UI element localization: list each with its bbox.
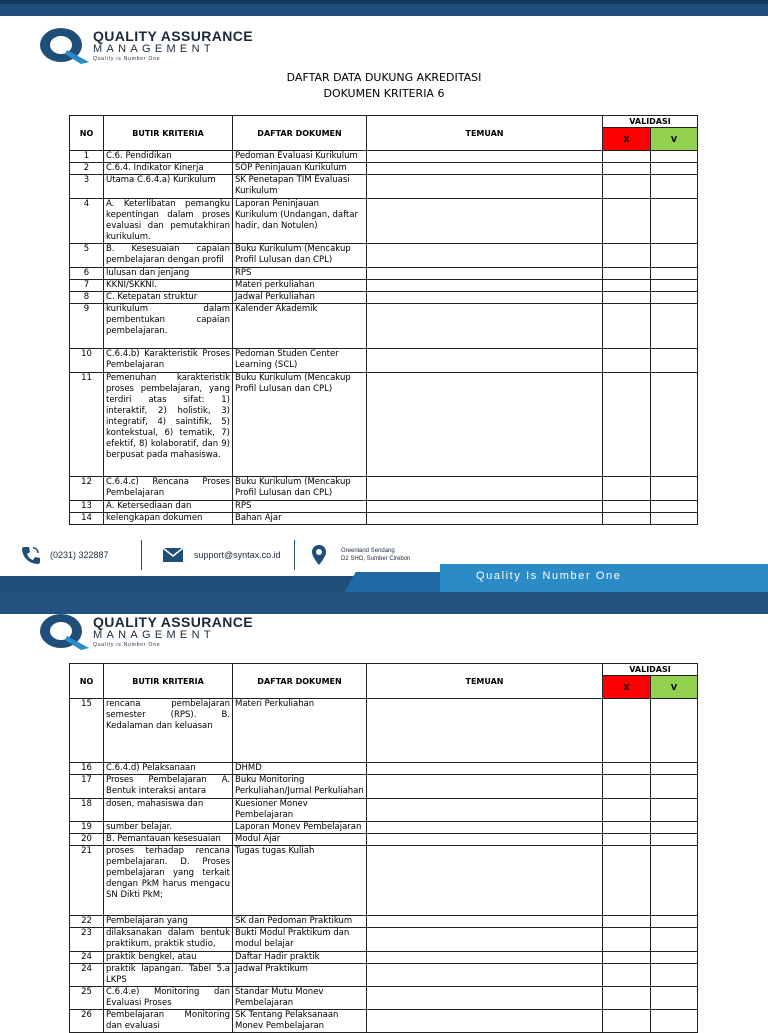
validasi-x-cell xyxy=(603,916,651,928)
brand-logo xyxy=(37,26,297,68)
temuan-cell xyxy=(367,799,603,822)
validasi-v-cell xyxy=(651,964,698,987)
butir-kriteria-cell: C.6.4.d) Pelaksanaan xyxy=(104,763,233,775)
temuan-cell xyxy=(367,304,603,349)
table-row xyxy=(70,244,698,268)
brand-tagline: Quality is Number One xyxy=(93,642,161,648)
butir-kriteria-cell: B. Pemantauan kesesuaian xyxy=(104,834,233,846)
table-row xyxy=(70,822,698,834)
daftar-dokumen-cell: Materi perkuliahan xyxy=(233,280,367,292)
footer-divider xyxy=(294,540,295,570)
daftar-dokumen-cell: RPS xyxy=(233,268,367,280)
table-row xyxy=(70,846,698,916)
validasi-v-cell xyxy=(651,846,698,916)
daftar-dokumen-cell: Buku Kurikulum (Mencakup Profil Lulusan dan CPL) xyxy=(233,244,367,268)
table-row xyxy=(70,775,698,799)
address-line-2: D2 SHO, Sumber Cirebon xyxy=(341,556,411,562)
butir-kriteria-cell: kurikulum dalam pembentukan capaian pembelajaran. xyxy=(104,304,233,349)
row-number: 13 xyxy=(70,501,104,513)
table-row xyxy=(70,987,698,1010)
header-daftar-dokumen: DAFTAR DOKUMEN xyxy=(233,664,367,699)
table-row xyxy=(70,199,698,244)
header-butir-kriteria: BUTIR KRITERIA xyxy=(104,664,233,699)
table-row xyxy=(70,349,698,373)
row-number: 26 xyxy=(70,1010,104,1033)
validasi-x-cell xyxy=(603,987,651,1010)
row-number: 21 xyxy=(70,846,104,916)
header-daftar-dokumen: DAFTAR DOKUMEN xyxy=(233,116,367,151)
validasi-x-cell xyxy=(603,501,651,513)
validasi-v-cell xyxy=(651,928,698,952)
daftar-dokumen-cell: Standar Mutu Monev Pembelajaran xyxy=(233,987,367,1010)
validasi-x-cell xyxy=(603,151,651,163)
validasi-v-cell xyxy=(651,822,698,834)
temuan-cell xyxy=(367,763,603,775)
brand-title: QUALITY ASSURANCE xyxy=(93,28,254,44)
validasi-x-cell xyxy=(603,964,651,987)
daftar-dokumen-cell: Kuesioner Monev Pembelajaran xyxy=(233,799,367,822)
table-row xyxy=(70,268,698,280)
row-number: 22 xyxy=(70,916,104,928)
temuan-cell xyxy=(367,928,603,952)
temuan-cell xyxy=(367,292,603,304)
validasi-x-cell xyxy=(603,1010,651,1033)
daftar-dokumen-cell: Buku Kurikulum (Mencakup Profil Lulusan dan CPL) xyxy=(233,477,367,501)
table-row xyxy=(70,304,698,349)
validasi-v-cell xyxy=(651,304,698,349)
table-row xyxy=(70,501,698,513)
row-number: 3 xyxy=(70,175,104,199)
temuan-cell xyxy=(367,199,603,244)
validasi-v-cell xyxy=(651,763,698,775)
temuan-cell xyxy=(367,175,603,199)
temuan-cell xyxy=(367,151,603,163)
table-row xyxy=(70,513,698,525)
validasi-x-cell xyxy=(603,280,651,292)
row-number: 8 xyxy=(70,292,104,304)
validasi-v-cell xyxy=(651,775,698,799)
header-validasi-x: X xyxy=(603,676,651,699)
validasi-x-cell xyxy=(603,763,651,775)
butir-kriteria-cell: proses terhadap rencana pembelajaran. D. Proses pembelajaran yang terkait dengan PkM harus mengacu SN Dikti PkM; xyxy=(104,846,233,916)
validasi-x-cell xyxy=(603,846,651,916)
table-row xyxy=(70,834,698,846)
butir-kriteria-cell: C. Ketepatan struktur xyxy=(104,292,233,304)
header-validasi: VALIDASI xyxy=(603,664,698,676)
temuan-cell xyxy=(367,834,603,846)
butir-kriteria-cell: Utama C.6.4.a) Kurikulum xyxy=(104,175,233,199)
mail-icon xyxy=(162,547,184,563)
validasi-v-cell xyxy=(651,799,698,822)
header-validasi-v: V xyxy=(651,128,698,151)
table-row xyxy=(70,799,698,822)
row-number: 14 xyxy=(70,513,104,525)
header-validasi: VALIDASI xyxy=(603,116,698,128)
daftar-dokumen-cell: SOP Peninjauan Kurikulum xyxy=(233,163,367,175)
validasi-x-cell xyxy=(603,373,651,477)
butir-kriteria-cell: C.6.4.e) Monitoring dan Evaluasi Proses xyxy=(104,987,233,1010)
row-number: 23 xyxy=(70,928,104,952)
temuan-cell xyxy=(367,501,603,513)
phone-number: (0231) 322887 xyxy=(50,550,109,560)
daftar-dokumen-cell: SK Tentang Pelaksanaan Monev Pembelajaran xyxy=(233,1010,367,1033)
daftar-dokumen-cell: Laporan Peninjauan Kurikulum (Undangan, daftar hadir, dan Notulen) xyxy=(233,199,367,244)
validasi-v-cell xyxy=(651,1010,698,1033)
validasi-x-cell xyxy=(603,244,651,268)
table-row xyxy=(70,280,698,292)
validasi-v-cell xyxy=(651,244,698,268)
temuan-cell xyxy=(367,268,603,280)
table-row xyxy=(70,175,698,199)
validasi-v-cell xyxy=(651,952,698,964)
daftar-dokumen-cell: Daftar Hadir praktik xyxy=(233,952,367,964)
daftar-dokumen-cell: DHMD xyxy=(233,763,367,775)
butir-kriteria-cell: dosen, mahasiswa dan xyxy=(104,799,233,822)
row-number: 24 xyxy=(70,964,104,987)
header-butir-kriteria: BUTIR KRITERIA xyxy=(104,116,233,151)
row-number: 16 xyxy=(70,763,104,775)
validasi-x-cell xyxy=(603,477,651,501)
validasi-v-cell xyxy=(651,163,698,175)
table-row xyxy=(70,916,698,928)
validasi-x-cell xyxy=(603,699,651,763)
validasi-v-cell xyxy=(651,834,698,846)
brand-tagline: Quality is Number One xyxy=(93,56,161,62)
validasi-x-cell xyxy=(603,928,651,952)
butir-kriteria-cell: A. Ketersediaan dan xyxy=(104,501,233,513)
daftar-dokumen-cell: Pedoman Evaluasi Kurikulum xyxy=(233,151,367,163)
daftar-dokumen-cell: Tugas tugas Kuliah xyxy=(233,846,367,916)
row-number: 12 xyxy=(70,477,104,501)
brand-logo xyxy=(37,612,297,654)
daftar-dokumen-cell: SK dan Pedoman Praktikum xyxy=(233,916,367,928)
temuan-cell xyxy=(367,699,603,763)
validasi-x-cell xyxy=(603,822,651,834)
header-validasi-x: X xyxy=(603,128,651,151)
temuan-cell xyxy=(367,775,603,799)
butir-kriteria-cell: praktik lapangan. Tabel 5.a LKPS xyxy=(104,964,233,987)
row-number: 24 xyxy=(70,952,104,964)
temuan-cell xyxy=(367,987,603,1010)
row-number: 25 xyxy=(70,987,104,1010)
document-title: DAFTAR DATA DUKUNG AKREDITASI xyxy=(286,71,482,84)
validasi-x-cell xyxy=(603,799,651,822)
validasi-x-cell xyxy=(603,513,651,525)
row-number: 9 xyxy=(70,304,104,349)
butir-kriteria-cell: Pemenuhan karakteristik proses pembelajaran, yang terdiri atas sifat: 1) interaktif, 2) holistik, 3) integratif, 4) saintifik, 5) kontekstual, 6) tematik, 7) efektif, 8) kolaboratif, dan 9) berpusat pada mahasiswa. xyxy=(104,373,233,477)
daftar-dokumen-cell: Bahan Ajar xyxy=(233,513,367,525)
table-row xyxy=(70,163,698,175)
row-number: 2 xyxy=(70,163,104,175)
row-number: 7 xyxy=(70,280,104,292)
validasi-x-cell xyxy=(603,775,651,799)
criteria-table xyxy=(69,115,698,525)
footer-slogan: Quality Is Number One xyxy=(476,570,622,582)
validasi-v-cell xyxy=(651,280,698,292)
row-number: 18 xyxy=(70,799,104,822)
butir-kriteria-cell: C.6.4.b) Karakteristik Proses Pembelajaran xyxy=(104,349,233,373)
row-number: 10 xyxy=(70,349,104,373)
temuan-cell xyxy=(367,244,603,268)
daftar-dokumen-cell: Pedoman Studen Center Learning (SCL) xyxy=(233,349,367,373)
table-row xyxy=(70,151,698,163)
butir-kriteria-cell: rencana pembelajaran semester (RPS). B. Kedalaman dan keluasan xyxy=(104,699,233,763)
brand-subtitle: MANAGEMENT xyxy=(93,43,215,55)
row-number: 5 xyxy=(70,244,104,268)
daftar-dokumen-cell: SK Penetapan TIM Evaluasi Kurikulum xyxy=(233,175,367,199)
temuan-cell xyxy=(367,846,603,916)
logo-q-icon xyxy=(37,26,91,66)
validasi-x-cell xyxy=(603,834,651,846)
document-page-2 xyxy=(0,592,768,1031)
daftar-dokumen-cell: Modul Ajar xyxy=(233,834,367,846)
butir-kriteria-cell: B. Kesesuaian capaian pembelajaran dengan profil xyxy=(104,244,233,268)
header-bar xyxy=(0,592,768,614)
row-number: 11 xyxy=(70,373,104,477)
brand-title: QUALITY ASSURANCE xyxy=(93,614,254,630)
validasi-v-cell xyxy=(651,292,698,304)
table-row xyxy=(70,477,698,501)
validasi-v-cell xyxy=(651,268,698,280)
validasi-x-cell xyxy=(603,292,651,304)
table-row xyxy=(70,763,698,775)
validasi-x-cell xyxy=(603,175,651,199)
validasi-v-cell xyxy=(651,151,698,163)
temuan-cell xyxy=(367,513,603,525)
header-validasi-v: V xyxy=(651,676,698,699)
document-subtitle: DOKUMEN KRITERIA 6 xyxy=(323,87,445,100)
validasi-v-cell xyxy=(651,477,698,501)
table-row xyxy=(70,292,698,304)
butir-kriteria-cell: C.6.4. Indikator Kinerja xyxy=(104,163,233,175)
header-bar xyxy=(0,0,768,16)
butir-kriteria-cell: Proses Pembelajaran A. Bentuk interaksi antara xyxy=(104,775,233,799)
temuan-cell xyxy=(367,477,603,501)
temuan-cell xyxy=(367,964,603,987)
daftar-dokumen-cell: Jadwal Perkuliahan xyxy=(233,292,367,304)
temuan-cell xyxy=(367,916,603,928)
temuan-cell xyxy=(367,952,603,964)
validasi-x-cell xyxy=(603,268,651,280)
validasi-v-cell xyxy=(651,916,698,928)
butir-kriteria-cell: sumber belajar. xyxy=(104,822,233,834)
temuan-cell xyxy=(367,373,603,477)
validasi-v-cell xyxy=(651,987,698,1010)
row-number: 4 xyxy=(70,199,104,244)
header-no: NO xyxy=(70,116,104,151)
butir-kriteria-cell: A. Keterlibatan pemangku kepentingan dalam proses evaluasi dan pemutakhiran kurikulum. xyxy=(104,199,233,244)
phone-icon xyxy=(20,544,42,566)
butir-kriteria-cell: C.6.4.c) Rencana Proses Pembelajaran xyxy=(104,477,233,501)
butir-kriteria-cell: C.6. Pendidikan xyxy=(104,151,233,163)
table-row xyxy=(70,964,698,987)
daftar-dokumen-cell: Laporan Monev Pembelajaran xyxy=(233,822,367,834)
temuan-cell xyxy=(367,163,603,175)
validasi-x-cell xyxy=(603,952,651,964)
validasi-v-cell xyxy=(651,349,698,373)
butir-kriteria-cell: praktik bengkel, atau xyxy=(104,952,233,964)
row-number: 20 xyxy=(70,834,104,846)
table-row xyxy=(70,1010,698,1033)
temuan-cell xyxy=(367,1010,603,1033)
validasi-v-cell xyxy=(651,373,698,477)
butir-kriteria-cell: lulusan dan jenjang xyxy=(104,268,233,280)
temuan-cell xyxy=(367,280,603,292)
butir-kriteria-cell: KKNI/SKKNI. xyxy=(104,280,233,292)
table-row xyxy=(70,952,698,964)
brand-subtitle: MANAGEMENT xyxy=(93,629,215,641)
butir-kriteria-cell: Pembelajaran Monitoring dan evaluasi xyxy=(104,1010,233,1033)
daftar-dokumen-cell: Bukti Modul Praktikum dan modul belajar xyxy=(233,928,367,952)
location-pin-icon xyxy=(311,544,327,566)
row-number: 1 xyxy=(70,151,104,163)
daftar-dokumen-cell: RPS xyxy=(233,501,367,513)
daftar-dokumen-cell: Buku Monitoring Perkuliahan/Jurnal Perkuliahan xyxy=(233,775,367,799)
daftar-dokumen-cell: Jadwal Praktikum xyxy=(233,964,367,987)
header-temuan: TEMUAN xyxy=(367,664,603,699)
validasi-x-cell xyxy=(603,199,651,244)
daftar-dokumen-cell: Buku Kurikulum (Mencakup Profil Lulusan dan CPL) xyxy=(233,373,367,477)
header-temuan: TEMUAN xyxy=(367,116,603,151)
logo-q-icon xyxy=(37,612,91,652)
criteria-table-continued xyxy=(69,663,698,1033)
butir-kriteria-cell: Pembelajaran yang xyxy=(104,916,233,928)
validasi-v-cell xyxy=(651,513,698,525)
table-row xyxy=(70,699,698,763)
butir-kriteria-cell: kelengkapan dokumen xyxy=(104,513,233,525)
row-number: 19 xyxy=(70,822,104,834)
row-number: 17 xyxy=(70,775,104,799)
row-number: 6 xyxy=(70,268,104,280)
header-no: NO xyxy=(70,664,104,699)
validasi-x-cell xyxy=(603,349,651,373)
address-line-1: Greenland Sendang xyxy=(341,548,395,554)
temuan-cell xyxy=(367,349,603,373)
daftar-dokumen-cell: Materi Perkuliahan xyxy=(233,699,367,763)
validasi-v-cell xyxy=(651,699,698,763)
validasi-v-cell xyxy=(651,175,698,199)
table-row xyxy=(70,928,698,952)
validasi-v-cell xyxy=(651,501,698,513)
validasi-x-cell xyxy=(603,163,651,175)
daftar-dokumen-cell: Kalender Akademik xyxy=(233,304,367,349)
footer-divider xyxy=(141,540,142,570)
footer xyxy=(0,532,768,592)
validasi-x-cell xyxy=(603,304,651,349)
temuan-cell xyxy=(367,822,603,834)
row-number: 15 xyxy=(70,699,104,763)
table-row xyxy=(70,373,698,477)
validasi-v-cell xyxy=(651,199,698,244)
email-address: support@syntax.co.id xyxy=(194,550,281,560)
butir-kriteria-cell: dilaksanakan dalam bentuk praktikum, praktik studio, xyxy=(104,928,233,952)
